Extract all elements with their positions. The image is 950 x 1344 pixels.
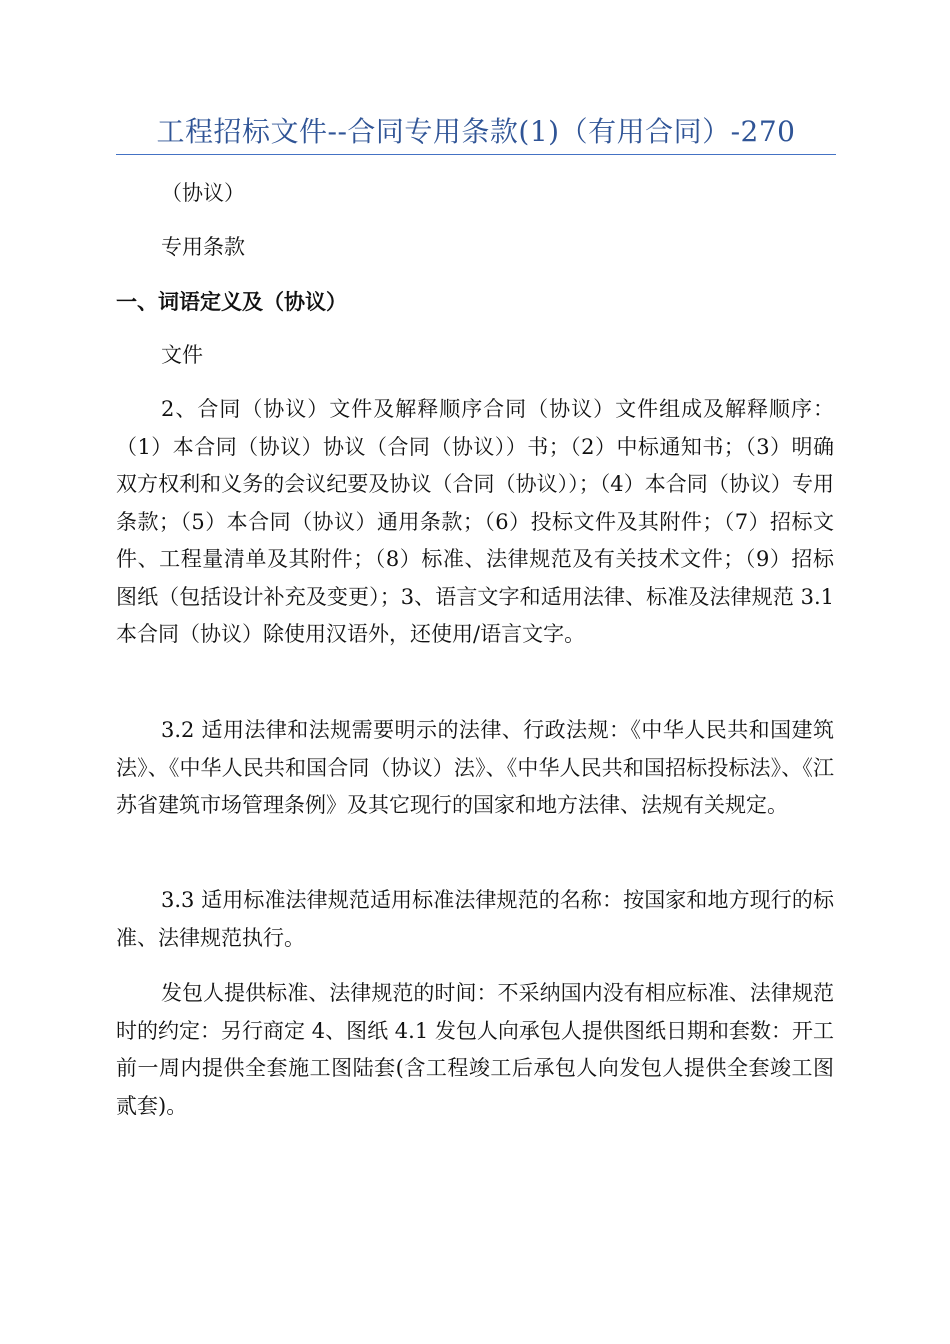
title-underline — [116, 154, 836, 155]
paragraph-applicable-laws: 3.2 适用法律和法规需要明示的法律、行政法规：《中华人民共和国建筑法》、《中华人民共和国合同（协议）法》、《中华人民共和国招标投标法》、《江苏省建筑市场管理条例》及其它现行的国家和地方法律、法规有关规定。 — [116, 718, 834, 817]
paragraph-drawings: 发包人提供标准、法律规范的时间：不采纳国内没有相应标准、法律规范时的约定：另行商定 4、图纸 4.1 发包人向承包人提供图纸日期和套数：开工前一周内提供全套施工图陆套(含工程竣工后承包人向发包人提供全套竣工图贰套)。 — [116, 981, 834, 1118]
section-heading-definitions: 一、词语定义及（协议） — [116, 289, 347, 314]
paragraph-contract-documents-order: 2、合同（协议）文件及解释顺序合同（协议）文件组成及解释顺序：（1）本合同（协议）协议（合同（协议））书；（2）中标通知书；（3）明确双方权利和义务的会议纪要及协议（合同（协议））；（4）本合同（协议）专用条款；（5）本合同（协议）通用条款；（6）投标文件及其附件；（7）招标文件、工程量清单及其附件；（8）标准、法律规范及有关技术文件；（9）招标图纸（包括设计补充及变更）；3、语言文字和适用法律、标准及法律规范 3.1 本合同（协议）除使用汉语外，还使用/语言文字。 — [116, 397, 834, 646]
document-title: 工程招标文件--合同专用条款(1)（有用合同）-270 — [156, 115, 796, 148]
paragraph-special-terms: 专用条款 — [161, 235, 245, 259]
paragraph-agreement: （协议） — [161, 181, 245, 205]
paragraph-applicable-standards: 3.3 适用标准法律规范适用标准法律规范的名称：按国家和地方现行的标准、法律规范执行。 — [116, 888, 834, 950]
paragraph-documents: 文件 — [161, 343, 203, 367]
